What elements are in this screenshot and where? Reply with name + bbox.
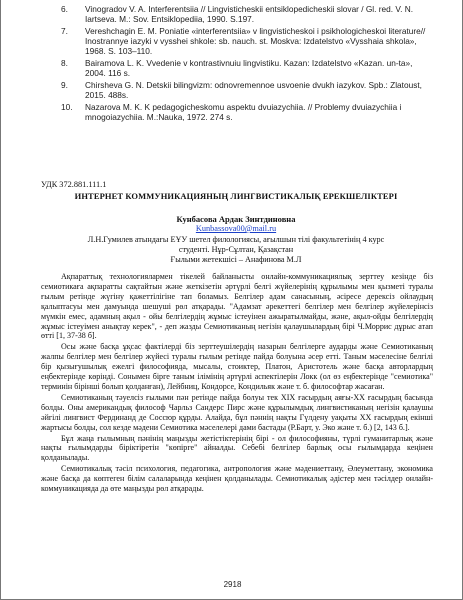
udk-code: УДК 372.881.111.1	[41, 180, 107, 189]
article-body	[41, 272, 433, 495]
body-paragraph: Семиотиканың тәуелсіз ғылыми пән ретінде пайда болуы тек XIX ғасырдың аяғы-XX ғасырдың басында болды. Оны американдық философ Чарльз Сандерс Пирс және құрылымдық лингвистиканың негізін қалаушы әйгілі лингвист Фердинанд де Соссюр құрды. Алайда, бұл пәннің нақты Гүлдену уақыты XX ғасырдың екінші жартысы болды, сол кезде мәдени Семиотика мәселелері дами бастады (Р.Барт, у. Эко және т. б.) [2, 143 б.].	[41, 392, 433, 432]
reference-text: Nazarova M. K. K pedagogicheskomu aspektu dvuiazychiia. // Problemy dvuiazychiia i mnogoiazychiia. M.:Nauka, 1972. 274 s.	[85, 102, 402, 122]
supervisor-line: Ғылыми жетекшісі – Анафинова М.Л	[170, 255, 302, 264]
reference-item	[61, 80, 433, 100]
author-email-link[interactable]: Kunbassova00@mail.ru	[195, 224, 277, 233]
author-affiliation	[41, 235, 431, 265]
body-paragraph: Ақпараттық технологиялармен тікелей байланысты онлайн-коммуникациялық зерттеу кезінде біз семиотикаға ақпаратты сақтайтын және жеткізетін әртүрлі белгі жүйелерінің құрылымы мен қызметі туралы ғылым ретінде жүгіну қажеттілігіне тап боламыз. Белгілер адам санасының, әсіресе дерексіз ойлаудың қалыптасуы мен дамуында шешуші рөл атқарады. "Адамзат әрекеттегі белгілер мен белгілер жүйелерінсіз мүмкін емес, адамның ақыл - ойы белгілердің жұмыс істеуінен ажыратылмайды, және, ақыл-ойды белгілердің жұмыс істеуімен анықтау керек", - деп жазды Семиотиканың негізін қалаушылардың бірі Ч.Моррис дұрыс атап өтті [1, 37-38 б].	[41, 272, 433, 341]
affiliation-line: студенті. Нұр-Сұлтан, Қазақстан	[178, 245, 294, 254]
reference-text: Bairamova L. K. Vvedenie v kontrastivnuiu lingvistiku. Kazan: Izdatelstvo «Kazan. un-ta», 2004. 116 s.	[85, 58, 413, 78]
reference-item	[61, 4, 433, 24]
reference-text: Vinogradov V. A. Interferentsiia // Lingvisticheskii entsiklopedicheskii slovar / Gl. red. V. N. Iartseva. M.: Sov. Entsiklopediia, 1990. S.197.	[85, 4, 414, 24]
reference-number: 8.	[61, 58, 68, 68]
reference-number: 6.	[61, 4, 68, 14]
body-paragraph: Семиотикалық тәсіл психология, педагогика, антропология және мәдениеттану, Әлеуметтану, экономика және басқа да көптеген білім салаларында кеңінен қолданылады. Семиотикалық әдістер мен тәсілдер онлайн-коммуникацияда да өте маңызды рөл атқарады.	[41, 464, 433, 494]
reference-number: 10.	[61, 102, 73, 112]
reference-list	[61, 4, 433, 124]
reference-item	[61, 26, 433, 56]
reference-number: 7.	[61, 26, 68, 36]
body-paragraph: Осы және басқа ұқсас фактілерді біз зерттеушілердің назарын белгілерге аударды және Семиотиканың жалпы белгілер мен белгілер жүйесі туралы ғылым ретінде пайда болуына әсер етті. Таным мәселесіне белгілі бір қызығушылық ежелгі философияда, мысалы, стоиктер, Платон, Аристотель және басқа авторлардың еңбектерінде көрінді. Сонымен бірге таным ілімінің әртүрлі аспектілерін Локк (ол өз еңбектерінде "семиотика" терминін бірінші болып қолданған), Лейбниц, Кондорсе, Кондильяк және т. б. философтар жасаған.	[41, 342, 433, 391]
author-name: Кунбасова Ардак Зинтдиновна	[176, 214, 296, 224]
body-paragraph: Бұл жаңа ғылымның пәнінің маңызды жетістіктерінің бірі - ол философияны, түрлі гуманитарлық және нақты ғылымдарды біріктіретін "көпірге" айналды. Себебі белгілер барлық осы ғылымдарда кеңінен қолданылады.	[41, 433, 433, 463]
reference-text: Vereshchagin E. M. Poniatie «interferentsiia» v lingvisticheskoi i psikhologicheskoi literature// Inostrannye iazyki v vysshei shkole: sb. nauch. st. Moskva: Izdatelstvo «Vysshaia shkola», 1968. S. 103–110.	[85, 26, 426, 56]
article-title: ИНТЕРНЕТ КОММУНИКАЦИЯНЫҢ ЛИНГВИСТИКАЛЫҚ ЕРЕКШЕЛІКТЕРІ	[74, 191, 398, 201]
reference-text: Chirsheva G. N. Detskii bilingvizm: odnovremennoe usvoenie dvukh iazykov. Spb.: Zlatoust, 2015. 488s.	[85, 80, 422, 100]
reference-number: 9.	[61, 80, 68, 90]
page-number: 2918	[223, 580, 242, 589]
reference-item	[61, 102, 433, 122]
reference-item	[61, 58, 433, 78]
affiliation-line: Л.Н.Гумилев атындағы ЕҰУ шетел филологиясы, ағылшын тілі факультетінің 4 курс	[87, 235, 385, 244]
